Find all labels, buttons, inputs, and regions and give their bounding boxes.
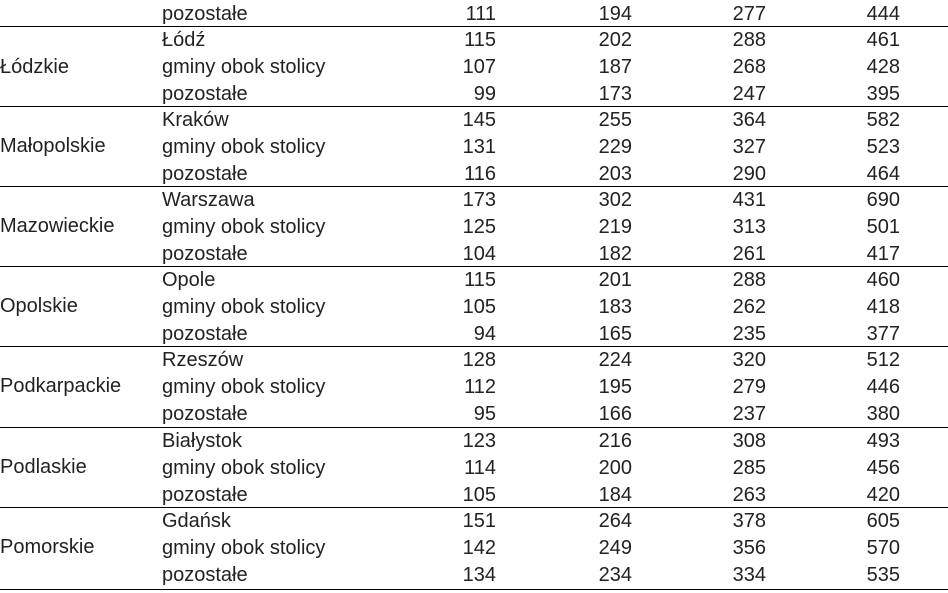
table-row bbox=[0, 428, 948, 455]
value-cell: 234 bbox=[598, 564, 632, 586]
place-cell: gminy obok stolicy bbox=[162, 537, 326, 559]
value-cell: 428 bbox=[866, 56, 900, 78]
value-cell: 262 bbox=[732, 296, 766, 318]
value-cell: 107 bbox=[462, 56, 496, 78]
place-cell: Białystok bbox=[162, 430, 243, 452]
value-cell: 116 bbox=[464, 163, 496, 185]
table-row bbox=[0, 241, 948, 268]
place-cell: Opole bbox=[162, 269, 216, 291]
value-cell: 277 bbox=[732, 3, 766, 25]
table-row bbox=[0, 294, 948, 321]
value-cell: 255 bbox=[598, 109, 632, 131]
value-cell: 690 bbox=[866, 189, 900, 211]
value-cell: 224 bbox=[598, 349, 632, 371]
place-cell: Warszawa bbox=[162, 189, 255, 211]
value-cell: 123 bbox=[462, 430, 496, 452]
place-cell: pozostałe bbox=[162, 243, 248, 265]
value-cell: 493 bbox=[866, 430, 900, 452]
value-cell: 327 bbox=[732, 136, 766, 158]
value-cell: 105 bbox=[462, 484, 496, 506]
value-cell: 431 bbox=[732, 189, 766, 211]
table-row bbox=[0, 401, 948, 428]
value-cell: 605 bbox=[866, 510, 900, 532]
value-cell: 216 bbox=[598, 430, 632, 452]
table-row bbox=[0, 562, 948, 589]
region-label: Małopolskie bbox=[0, 135, 106, 157]
value-cell: 570 bbox=[866, 537, 900, 559]
value-cell: 173 bbox=[462, 189, 496, 211]
place-cell: gminy obok stolicy bbox=[162, 457, 326, 479]
region-label: Łódzkie bbox=[0, 56, 69, 78]
table-row bbox=[0, 347, 948, 374]
table-row bbox=[0, 214, 948, 241]
value-cell: 235 bbox=[732, 323, 766, 345]
value-cell: 94 bbox=[473, 323, 496, 345]
value-cell: 285 bbox=[732, 457, 766, 479]
place-cell: gminy obok stolicy bbox=[162, 296, 326, 318]
value-cell: 115 bbox=[464, 29, 496, 51]
value-cell: 128 bbox=[462, 349, 496, 371]
value-cell: 320 bbox=[732, 349, 766, 371]
place-cell: gminy obok stolicy bbox=[162, 56, 326, 78]
region-label: Podkarpackie bbox=[0, 375, 122, 397]
value-cell: 261 bbox=[732, 243, 766, 265]
value-cell: 202 bbox=[598, 29, 632, 51]
value-cell: 219 bbox=[598, 216, 632, 238]
value-cell: 288 bbox=[732, 29, 766, 51]
region-label: Opolskie bbox=[0, 295, 78, 317]
value-cell: 264 bbox=[598, 510, 632, 532]
value-cell: 461 bbox=[866, 29, 900, 51]
value-cell: 111 bbox=[465, 3, 496, 25]
value-cell: 418 bbox=[866, 296, 900, 318]
place-cell: pozostałe bbox=[162, 403, 248, 425]
table-row bbox=[0, 321, 948, 348]
value-cell: 104 bbox=[462, 243, 496, 265]
value-cell: 203 bbox=[598, 163, 632, 185]
value-cell: 288 bbox=[732, 269, 766, 291]
value-cell: 356 bbox=[732, 537, 766, 559]
table-row bbox=[0, 508, 948, 535]
value-cell: 195 bbox=[598, 376, 632, 398]
value-cell: 145 bbox=[462, 109, 496, 131]
group-divider bbox=[0, 589, 948, 590]
value-cell: 420 bbox=[866, 484, 900, 506]
place-cell: Kraków bbox=[162, 109, 229, 131]
place-cell: gminy obok stolicy bbox=[162, 136, 326, 158]
value-cell: 95 bbox=[473, 403, 496, 425]
value-cell: 125 bbox=[462, 216, 496, 238]
value-cell: 279 bbox=[732, 376, 766, 398]
table-row bbox=[0, 107, 948, 134]
value-cell: 290 bbox=[732, 163, 766, 185]
value-cell: 302 bbox=[598, 189, 632, 211]
value-cell: 380 bbox=[866, 403, 900, 425]
value-cell: 187 bbox=[598, 56, 632, 78]
place-cell: pozostałe bbox=[162, 564, 248, 586]
place-cell: Gdańsk bbox=[162, 510, 231, 532]
value-cell: 395 bbox=[866, 83, 900, 105]
value-cell: 182 bbox=[598, 243, 632, 265]
value-cell: 105 bbox=[462, 296, 496, 318]
value-cell: 313 bbox=[732, 216, 766, 238]
value-cell: 263 bbox=[732, 484, 766, 506]
table-row bbox=[0, 161, 948, 188]
value-cell: 237 bbox=[732, 403, 766, 425]
value-cell: 446 bbox=[866, 376, 900, 398]
table-row bbox=[0, 1, 948, 28]
place-cell: pozostałe bbox=[162, 83, 248, 105]
value-cell: 173 bbox=[598, 83, 632, 105]
place-cell: gminy obok stolicy bbox=[162, 216, 326, 238]
value-cell: 99 bbox=[473, 83, 496, 105]
value-cell: 268 bbox=[732, 56, 766, 78]
value-cell: 464 bbox=[866, 163, 900, 185]
place-cell: pozostałe bbox=[162, 484, 248, 506]
value-cell: 134 bbox=[462, 564, 496, 586]
value-cell: 112 bbox=[464, 376, 496, 398]
value-cell: 151 bbox=[462, 510, 496, 532]
place-cell: gminy obok stolicy bbox=[162, 376, 326, 398]
value-cell: 114 bbox=[464, 457, 496, 479]
value-cell: 194 bbox=[598, 3, 632, 25]
value-cell: 183 bbox=[598, 296, 632, 318]
place-cell: pozostałe bbox=[162, 3, 248, 25]
table-row bbox=[0, 267, 948, 294]
value-cell: 523 bbox=[866, 136, 900, 158]
value-cell: 165 bbox=[598, 323, 632, 345]
table-row bbox=[0, 134, 948, 161]
value-cell: 200 bbox=[598, 457, 632, 479]
region-label: Podlaskie bbox=[0, 456, 87, 478]
value-cell: 582 bbox=[866, 109, 900, 131]
value-cell: 377 bbox=[866, 323, 900, 345]
table-row bbox=[0, 54, 948, 81]
value-cell: 364 bbox=[732, 109, 766, 131]
place-cell: pozostałe bbox=[162, 323, 248, 345]
place-cell: Łódź bbox=[162, 29, 206, 51]
table-row bbox=[0, 482, 948, 509]
value-cell: 184 bbox=[598, 484, 632, 506]
value-cell: 501 bbox=[866, 216, 900, 238]
value-cell: 247 bbox=[732, 83, 766, 105]
table-row bbox=[0, 187, 948, 214]
region-label: Mazowieckie bbox=[0, 215, 115, 237]
value-cell: 512 bbox=[866, 349, 900, 371]
place-cell: Rzeszów bbox=[162, 349, 244, 371]
value-cell: 417 bbox=[866, 243, 900, 265]
value-cell: 229 bbox=[598, 136, 632, 158]
value-cell: 201 bbox=[598, 269, 632, 291]
table-row bbox=[0, 535, 948, 562]
value-cell: 334 bbox=[732, 564, 766, 586]
value-cell: 444 bbox=[866, 3, 900, 25]
value-cell: 308 bbox=[732, 430, 766, 452]
value-cell: 456 bbox=[866, 457, 900, 479]
table-row bbox=[0, 27, 948, 54]
value-cell: 131 bbox=[462, 136, 496, 158]
table-row bbox=[0, 374, 948, 401]
value-cell: 115 bbox=[464, 269, 496, 291]
table-row bbox=[0, 81, 948, 108]
value-cell: 378 bbox=[732, 510, 766, 532]
value-cell: 142 bbox=[462, 537, 496, 559]
value-cell: 460 bbox=[866, 269, 900, 291]
value-cell: 249 bbox=[598, 537, 632, 559]
table-row bbox=[0, 455, 948, 482]
region-label: Pomorskie bbox=[0, 536, 95, 558]
value-cell: 535 bbox=[866, 564, 900, 586]
place-cell: pozostałe bbox=[162, 163, 248, 185]
value-cell: 166 bbox=[598, 403, 632, 425]
